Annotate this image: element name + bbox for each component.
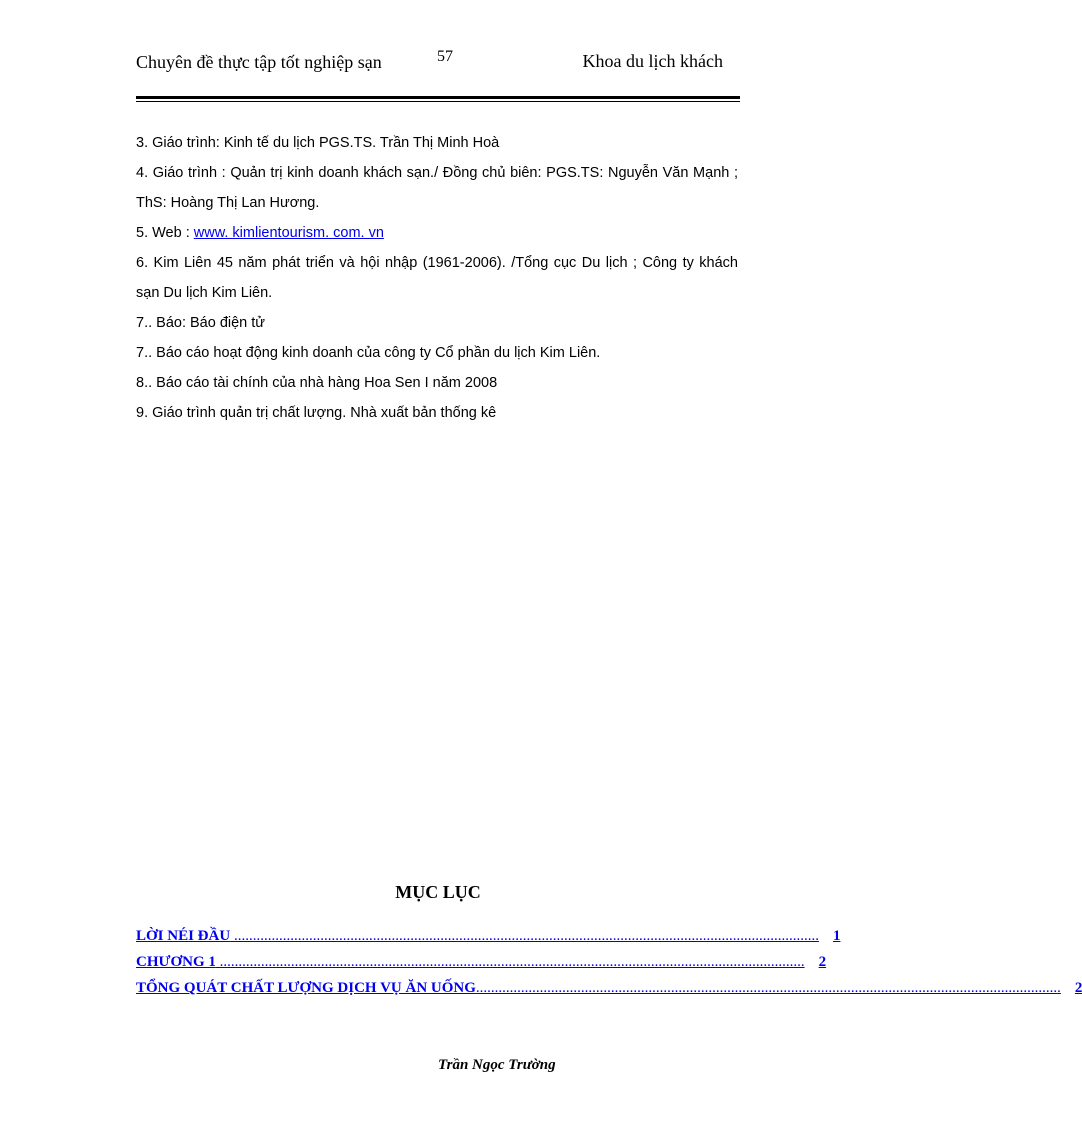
table-of-contents: [136, 928, 1082, 1006]
toc-leader-dots: ............................................................................................................................................................: [475, 980, 1061, 996]
toc-entry[interactable]: [136, 980, 1082, 1006]
toc-entry-label: CHƯƠNG 1: [136, 954, 216, 970]
page-number: 57: [437, 48, 453, 65]
reference-item-web: [136, 218, 738, 248]
reference-list: [136, 128, 738, 428]
reference-item: 4. Giáo trình : Quản trị kinh doanh khách sạn./ Đồng chủ biên: PGS.TS: Nguyễn Văn Mạnh ; ThS: Hoàng Thị Lan Hương.: [136, 165, 738, 211]
website-link[interactable]: www. kimlientourism. com. vn: [193, 225, 384, 241]
toc-entry-label: LỜI NÉI ĐẦU: [136, 928, 231, 944]
header-right-title: Khoa du lịch khách: [582, 51, 723, 71]
header-left-title: Chuyên đề thực tập tốt nghiệp sạn: [136, 52, 382, 72]
toc-entry[interactable]: [136, 928, 841, 954]
reference-item: 6. Kim Liên 45 năm phát triển và hội nhập (1961-2006). /Tổng cục Du lịch ; Công ty khách sạn Du lịch Kim Liên.: [136, 255, 738, 301]
toc-entry-page: 2: [1074, 980, 1082, 996]
reference-item: 9. Giáo trình quản trị chất lượng. Nhà xuất bản thống kê: [136, 405, 497, 421]
toc-entry[interactable]: [136, 954, 827, 980]
reference-item: 7.. Báo: Báo điện tử: [136, 315, 266, 331]
reference-web-prefix: 5. Web :: [136, 225, 194, 241]
toc-entry-page: 1: [832, 928, 841, 944]
header-rule-thin: [136, 101, 740, 102]
reference-item: 8.. Báo cáo tài chính của nhà hàng Hoa Sen I năm 2008: [136, 375, 498, 391]
reference-item: 3. Giáo trình: Kinh tế du lịch PGS.TS. Trần Thị Minh Hoà: [136, 135, 500, 151]
toc-leader-dots: ............................................................................................................................................................: [215, 954, 805, 970]
toc-entry-label: TỔNG QUÁT CHẤT LƯỢNG DỊCH VỤ ĂN UỐNG: [136, 980, 476, 996]
footer-author: Trần Ngọc Trường: [438, 1057, 556, 1073]
toc-leader-dots: ............................................................................................................................................................: [230, 928, 819, 944]
toc-entry-page: 2: [818, 954, 827, 970]
page-header: [136, 48, 740, 96]
toc-title: MỤC LỤC: [395, 882, 481, 902]
header-rule-thick: [136, 96, 740, 99]
reference-item: 7.. Báo cáo hoạt động kinh doanh của công ty Cổ phần du lịch Kim Liên.: [136, 345, 601, 361]
